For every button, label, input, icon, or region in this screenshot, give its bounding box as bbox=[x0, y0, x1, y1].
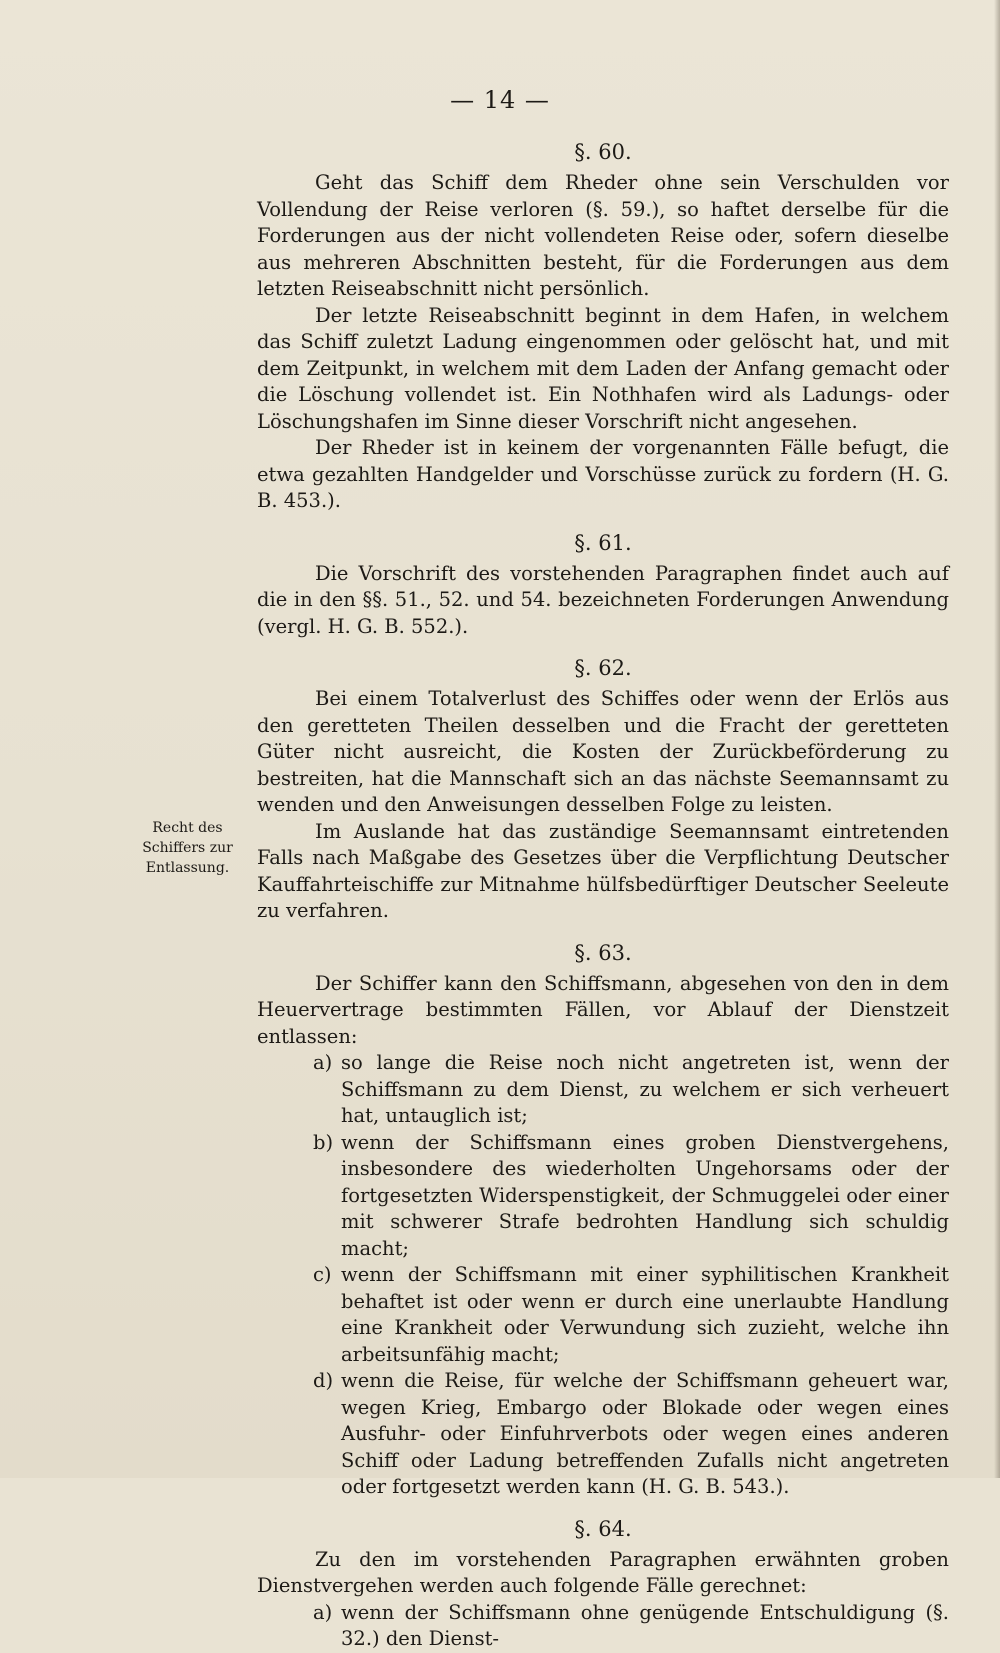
scan-edge-shadow bbox=[994, 0, 1000, 1478]
list-item-text: wenn der Schiffsmann eines groben Dienstvergehens, insbesondere des wiederholten Ungehorsams oder der fortgesetzten Widerspenstigkeit, der Schmuggelei oder einer mit schwerer Strafe bedrohten Handlung sich schuldig macht; bbox=[341, 1130, 949, 1260]
list-item-text: wenn der Schiffsmann mit einer syphilitischen Krankheit behaftet ist oder wenn er durch eine unerlaubte Handlung eine Krankheit oder Verwundung sich zuzieht, welche ihn arbeitsunfähig macht; bbox=[341, 1263, 949, 1366]
list-item-label: a) bbox=[313, 1600, 333, 1624]
section-heading-63: §. 63. bbox=[574, 940, 632, 965]
paragraph: Der letzte Reiseabschnitt beginnt in dem Hafen, in welchem das Schiff zuletzt Ladung eingenommen oder gelöscht hat, und mit dem Zeitpunkt, in welchem mit dem Laden der Anfang gemacht oder die Löschung vollendet ist. Ein Nothhafen wird als Ladungs- oder Löschungshafen im Sinne dieser Vorschrift nicht angesehen. bbox=[257, 303, 949, 433]
paragraph: Zu den im vorstehenden Paragraphen erwähnten groben Dienstvergehen werden auch folgende Fälle gerechnet: bbox=[257, 1547, 949, 1597]
marginal-note: Recht des Schiffers zur Entlassung. bbox=[142, 820, 233, 876]
list-item-text: wenn der Schiffsmann ohne genügende Entschuldigung (§. 32.) den Dienst- bbox=[341, 1600, 949, 1650]
list-item-label: c) bbox=[313, 1263, 332, 1286]
list-item bbox=[257, 1130, 949, 1263]
paragraph: Bei einem Totalverlust des Schiffes oder wenn der Erlös aus den geretteten Theilen desselben und die Fracht der geretteten Güter nicht ausreicht, die Kosten der Zurückbeförderung zu bestreiten, hat die Mannschaft sich an das nächste Seemannsamt zu wenden und den Anweisungen desselben Folge zu leisten. bbox=[257, 687, 949, 816]
paragraph: Der Rheder ist in keinem der vorgenannten Fälle befugt, die etwa gezahlten Handgelder und Vorschüsse zurück zu fordern (H. G. B. 453.). bbox=[257, 436, 949, 512]
paragraph: Geht das Schiff dem Rheder ohne sein Verschulden vor Vollendung der Reise verloren (§. 59.), so haftet derselbe für die Forderungen aus der nicht vollendeten Reise oder, sofern dieselbe aus mehreren Abschnitten besteht, für die Forderungen aus dem letzten Reiseabschnitt nicht persönlich. bbox=[257, 171, 949, 300]
paragraph: Die Vorschrift des vorstehenden Paragraphen findet auch auf die in den §§. 51., 52. und 54. bezeichneten Forderungen Anwendung (vergl. H. G. B. 552.). bbox=[257, 561, 949, 638]
list-item bbox=[257, 1262, 949, 1368]
paragraph: Im Auslande hat das zuständige Seemannsamt eintretenden Falls nach Maßgabe des Gesetzes über die Verpflichtung Deutscher Kauffahrteischiffe zur Mitnahme hülfsbedürftiger Deutscher Seeleute zu verfahren. bbox=[257, 819, 949, 922]
list-item bbox=[257, 1368, 949, 1501]
page-number: — 14 — bbox=[450, 86, 550, 114]
list-item bbox=[257, 1600, 949, 1653]
list-item-label: a) bbox=[313, 1051, 333, 1074]
body-text bbox=[257, 138, 949, 1653]
section-heading-62: §. 62. bbox=[574, 656, 632, 680]
list-item bbox=[257, 1050, 949, 1130]
section-heading-60: §. 60. bbox=[574, 140, 632, 164]
paragraph: Der Schiffer kann den Schiffsmann, abgesehen von den in dem Heuervertrage bestimmten Fällen, vor Ablauf der Dienstzeit entlassen: bbox=[257, 971, 949, 1048]
section-heading-61: §. 61. bbox=[574, 530, 632, 555]
section-heading-64: §. 64. bbox=[574, 1516, 632, 1541]
list-item-label: b) bbox=[313, 1130, 334, 1154]
list-item-text: wenn die Reise, für welche der Schiffsmann geheuert war, wegen Krieg, Embargo oder Blokade oder wegen eines Ausfuhr- oder Einfuhrverbots oder wegen eines anderen Schiff oder Ladung betreffenden Zufalls nicht angetreten oder fortgesetzt werden kann (H. G. B. 543.). bbox=[341, 1369, 949, 1498]
list-item-text: so lange die Reise noch nicht angetreten ist, wenn der Schiffsmann zu dem Dienst, zu welchem er sich verheuert hat, untauglich ist; bbox=[341, 1051, 949, 1127]
list-item-label: d) bbox=[313, 1369, 334, 1392]
